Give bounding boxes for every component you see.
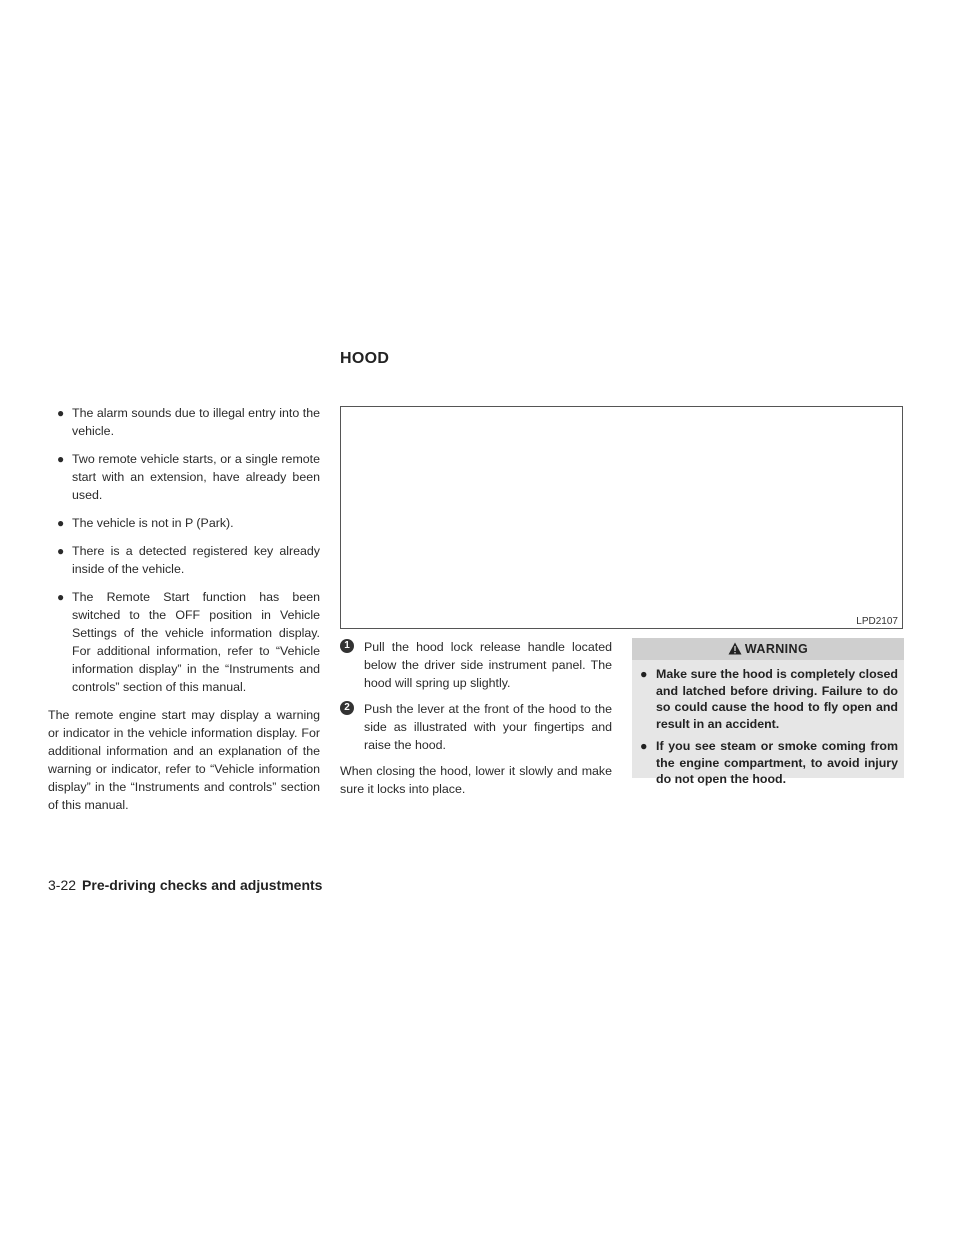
step-item [340,700,612,754]
step-item [340,638,612,692]
conditions-list [48,404,320,696]
list-item: ● There is a detected registered key already inside of the vehicle. [57,544,320,576]
warning-title: WARNING [744,642,809,656]
bullet-icon: ● [57,452,65,466]
page-number: 3-22 [48,877,77,893]
bullet-icon: ● [57,590,65,604]
step-text: Push the lever at the front of the hood to the side as illustrated with your fingertips and raise the hood. [364,702,612,752]
list-item: ● The vehicle is not in P (Park). [57,516,234,530]
left-column [48,404,320,814]
figure-label: LPD2107 [856,616,898,627]
step-number-icon: 2 [340,701,354,715]
list-item: ● Two remote vehicle starts, or a single remote start with an extension, have already been used. [57,452,320,502]
list-item: ● Make sure the hood is completely closed and latched before driving. Failure to do so could cause the hood to fly open and result in an accident. [640,667,898,731]
chapter-title: Pre-driving checks and adjustments [82,877,323,893]
hood-illustration-figure [340,406,903,629]
list-item: ● The Remote Start function has been switched to the OFF position in Vehicle Settings of the vehicle information display. For additional information, refer to “Vehicle information display” in the “Instruments and controls” section of this manual. [57,590,320,694]
info-paragraph: The remote engine start may display a warning or indicator in the vehicle information display. For additional information and an explanation of the warning or indicator, refer to “Vehicle information display” in the “Instruments and controls” section of this manual. [48,708,320,812]
list-item: ● The alarm sounds due to illegal entry into the vehicle. [57,406,320,438]
warning-list [632,660,904,788]
bullet-icon: ● [57,406,65,420]
list-item: ● If you see steam or smoke coming from the engine compartment, to avoid injury do not open the hood. [640,739,898,786]
step-number-icon: 1 [340,639,354,653]
bullet-icon: ● [640,667,648,681]
bullet-icon: ● [57,516,65,530]
warning-header [632,638,904,660]
page-footer [48,877,322,893]
warning-triangle-icon [728,640,742,662]
warning-box [632,638,904,786]
middle-column [340,638,612,798]
section-title: HOOD [340,350,390,367]
bullet-icon: ● [57,544,65,558]
closing-paragraph: When closing the hood, lower it slowly and make sure it locks into place. [340,764,612,796]
bullet-icon: ● [640,739,648,753]
step-text: Pull the hood lock release handle located below the driver side instrument panel. The hood will spring up slightly. [364,640,612,690]
